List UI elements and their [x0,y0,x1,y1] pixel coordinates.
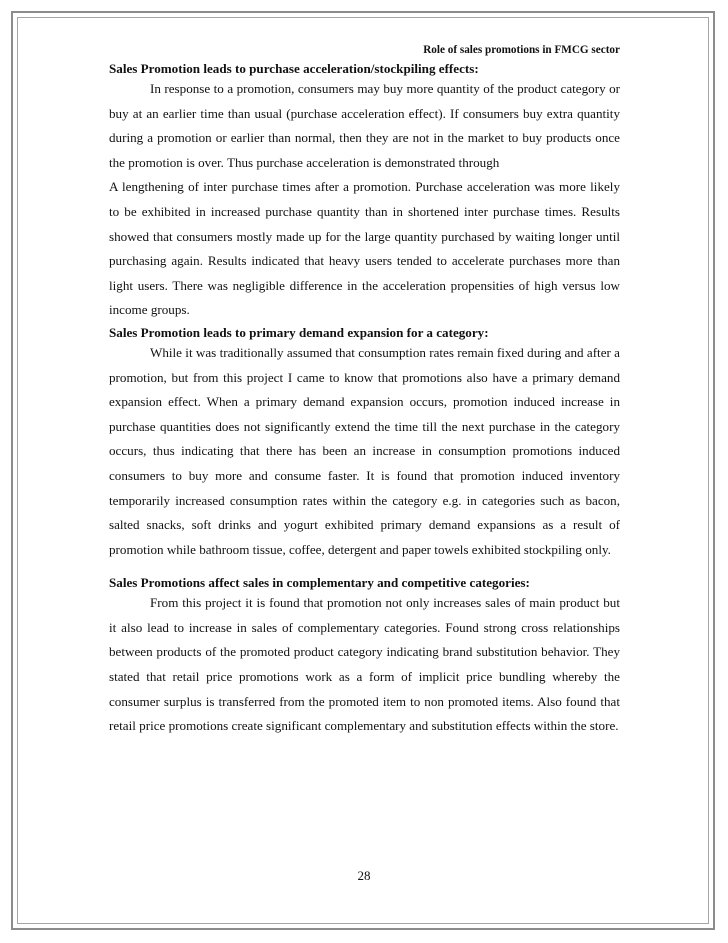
paragraph: A lengthening of inter purchase times after a promotion. Purchase acceleration was more likely to be exhibited in increased purchase quantity than in shortened inter purchase times. Results showed that consumers mostly made up for the large quantity purchased by waiting longer until purchasing again. Results indicated that heavy users tended to accelerate purchases more than light users. There was negligible difference in the acceleration propensities of high versus low income groups. [109,179,620,318]
running-header: Role of sales promotions in FMCG sector [423,44,620,56]
section-heading-primary-demand: Sales Promotion leads to primary demand expansion for a category: [109,324,489,340]
paragraph: From this project it is found that promotion not only increases sales of main product but it also lead to increase in sales of complementary categories. Found strong cross relationships between products of the promoted product category indicating brand substitution behavior. They stated that retail price promotions work as a form of implicit price bundling whereby the consumer surplus is transferred from the promoted item to non promoted items. Also found that retail price promotions create significant complementary and substitution effects within the store. [109,595,620,734]
page-number: 28 [357,868,371,883]
paragraph: In response to a promotion, consumers may buy more quantity of the product category or buy at an earlier time than usual (purchase acceleration effect). If consumers buy extra quantity during a promotion or earlier than normal, then they are not in the market to buy products once the promotion is over. Thus purchase acceleration is demonstrated through [109,81,620,170]
section-heading-complementary-categories: Sales Promotions affect sales in complementary and competitive categories: [109,575,530,591]
document-body [109,40,620,739]
section-spacer [109,562,620,574]
section-heading-purchase-acceleration: Sales Promotion leads to purchase acceleration/stockpiling effects: [109,61,479,76]
paragraph: While it was traditionally assumed that consumption rates remain fixed during and after a promotion, but from this project I came to know that promotions also have a primary demand expansion effect. When a primary demand expansion occurs, promotion induced increase in purchase quantities does not significantly extend the time till the next purchase in the category occurs, thus indicating that there has been an increase in consumption promotions induced consumers to buy more and consume faster. It is found that promotion induced inventory temporarily increased consumption rates within the category e.g. in categories such as bacon, salted snacks, soft drinks and yogurt exhibited primary demand expansions as a result of promotion while bathroom tissue, coffee, detergent and paper towels exhibited stockpiling only. [109,344,620,557]
